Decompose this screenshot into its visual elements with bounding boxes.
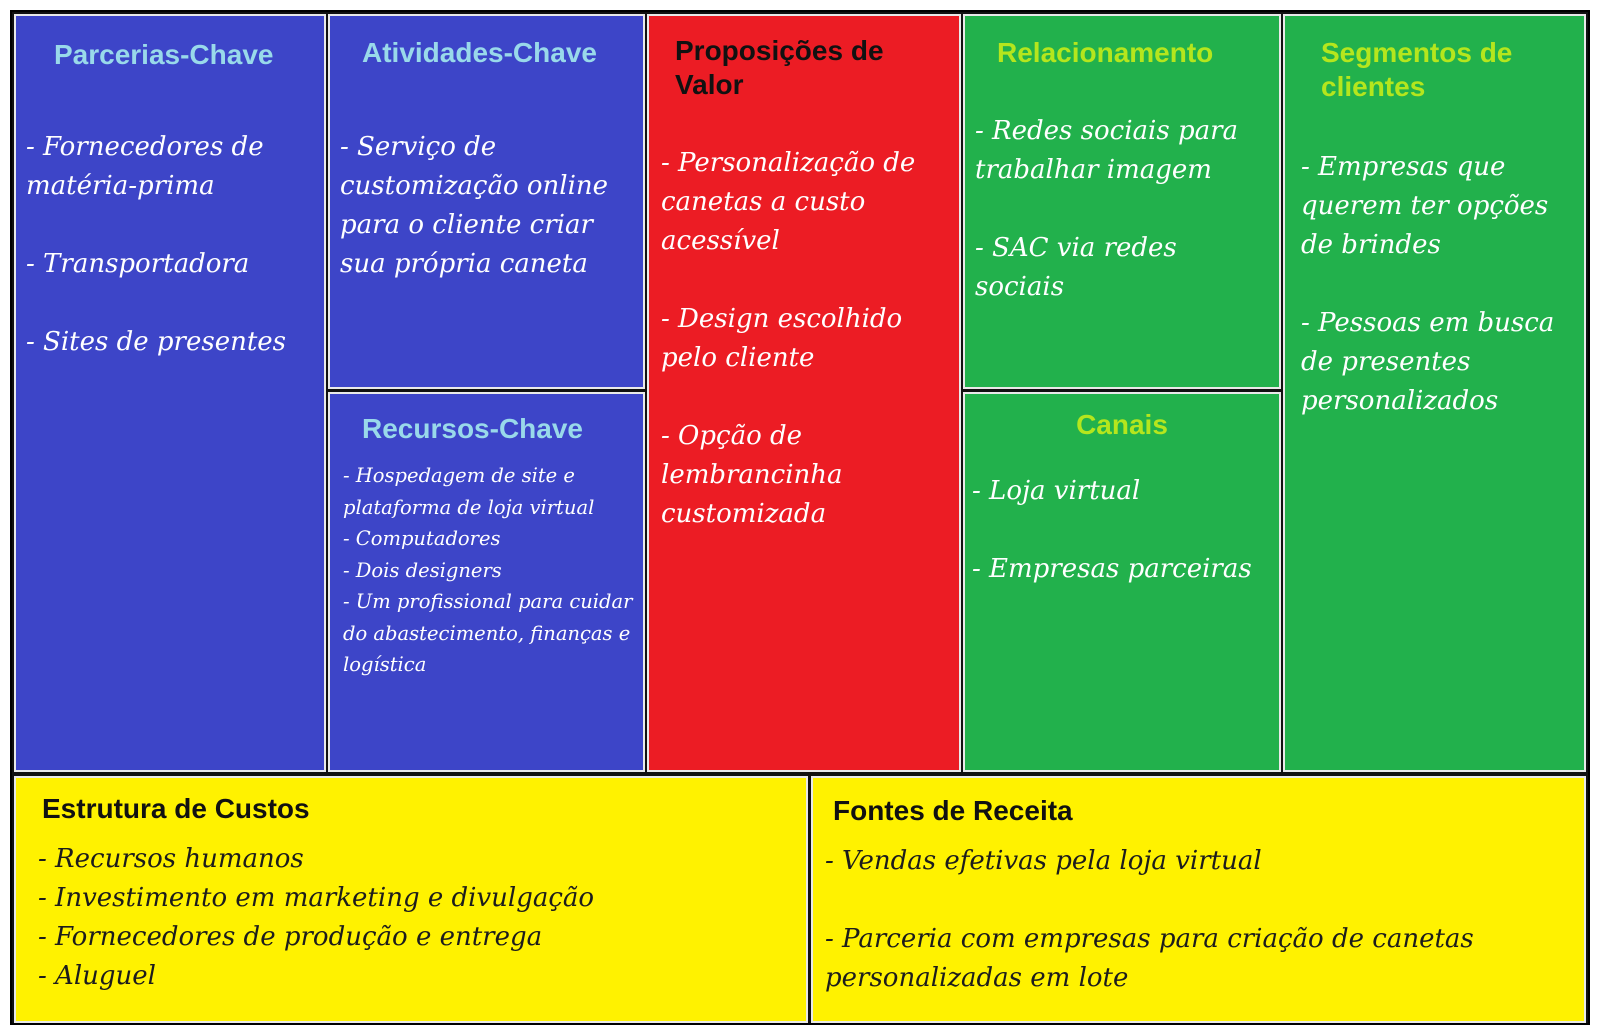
key-resources-list [343, 460, 633, 681]
channels-title: Canais [1076, 409, 1168, 440]
revenue-streams-block [811, 776, 1586, 1023]
key-partners-title: Parcerias-Chave [54, 39, 274, 70]
customer-relationships-list [975, 112, 1271, 307]
value-propositions-item: - Opção de lembrancinha customizada [661, 421, 843, 529]
business-model-canvas [10, 10, 1590, 1025]
customer-relationships-item: - Redes sociais para trabalhar imagem [975, 116, 1239, 185]
value-propositions-item: - Personalização de canetas a custo acessível [661, 148, 916, 256]
cost-structure-block [14, 776, 808, 1023]
revenue-streams-list [825, 842, 1545, 998]
key-resources-block [328, 392, 645, 772]
value-propositions-title: Proposições de Valor [675, 35, 884, 100]
value-propositions-list [661, 144, 953, 534]
channels-list [972, 472, 1274, 589]
key-activities-block [328, 14, 645, 389]
cost-structure-title: Estrutura de Custos [42, 793, 310, 824]
channels-item: - Loja virtual [972, 476, 1141, 506]
revenue-streams-item: - Vendas efetivas pela loja virtual [825, 846, 1262, 876]
cost-structure-item: - Fornecedores de produção e entrega [38, 922, 543, 952]
customer-segments-list [1301, 148, 1581, 421]
key-partners-item: - Transportadora [26, 249, 250, 279]
key-partners-item: - Fornecedores de matéria-prima [26, 132, 264, 201]
customer-segments-item: - Empresas que querem ter opções de brindes [1301, 152, 1549, 260]
cost-structure-item: - Recursos humanos [38, 844, 304, 874]
revenue-streams-item: - Parceria com empresas para criação de canetas personalizadas em lote [825, 924, 1474, 993]
channels-item: - Empresas parceiras [972, 554, 1252, 584]
key-resources-item: - Um profissional para cuidar do abastecimento, finanças e logística [343, 590, 633, 676]
value-propositions-block [647, 14, 961, 772]
key-resources-item: - Hospedagem de site e plataforma de loja virtual [343, 464, 595, 519]
key-resources-item: - Dois designers [343, 558, 502, 582]
customer-segments-item: - Pessoas em busca de presentes personalizados [1301, 308, 1555, 416]
value-propositions-item: - Design escolhido pelo cliente [661, 304, 903, 373]
customer-relationships-item: - SAC via redes sociais [975, 233, 1177, 302]
cost-structure-item: - Investimento em marketing e divulgação [38, 883, 595, 913]
key-resources-title: Recursos-Chave [362, 413, 583, 444]
key-partners-item: - Sites de presentes [26, 327, 287, 357]
key-partners-list [26, 128, 318, 362]
revenue-streams-title: Fontes de Receita [833, 795, 1073, 826]
cost-structure-item: - Aluguel [38, 961, 156, 991]
customer-segments-block [1283, 14, 1586, 772]
customer-relationships-title: Relacionamento [997, 37, 1214, 68]
key-activities-list [340, 128, 630, 284]
key-resources-item: - Computadores [343, 527, 501, 550]
key-partners-block [14, 14, 326, 772]
key-activities-item: - Serviço de customização online para o cliente criar sua própria caneta [340, 132, 609, 279]
channels-block [963, 392, 1281, 772]
key-activities-title: Atividades-Chave [362, 37, 597, 68]
customer-segments-title: Segmentos de clientes [1321, 37, 1513, 102]
cost-structure-list [38, 840, 798, 996]
customer-relationships-block [963, 14, 1281, 389]
